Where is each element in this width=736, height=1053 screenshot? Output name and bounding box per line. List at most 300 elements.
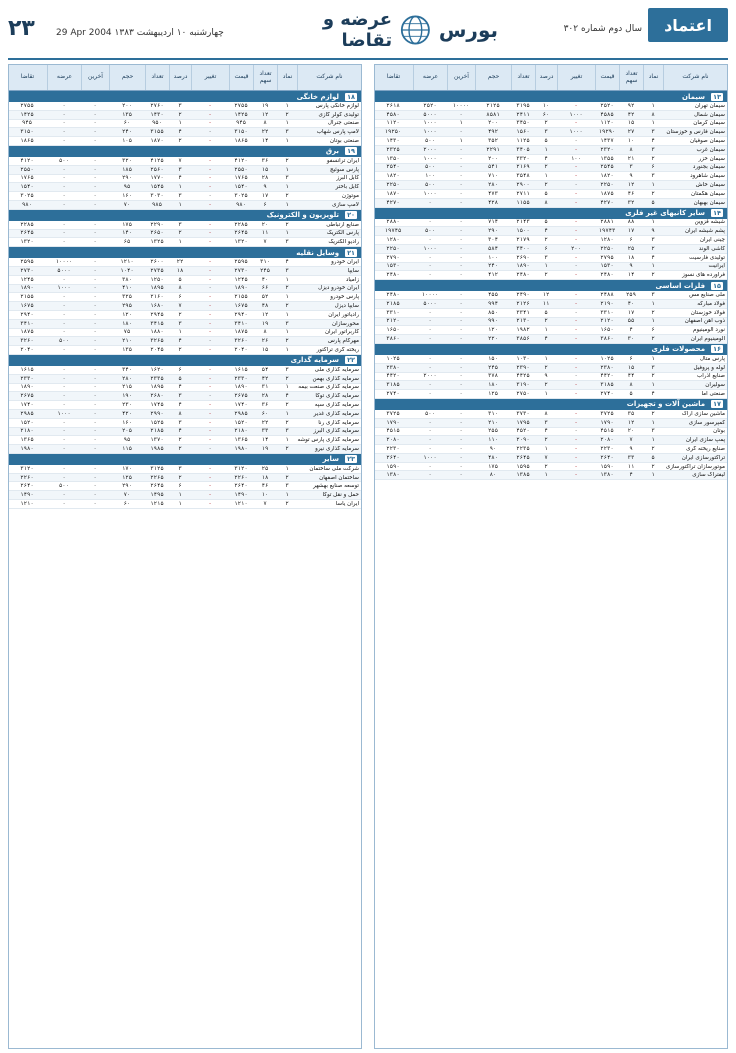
table-cell: ۰ xyxy=(459,164,463,171)
table-cell: - xyxy=(574,173,578,180)
table-cell: ۲۴۰ xyxy=(121,129,133,136)
table-cell: ۳۲۶۰ xyxy=(234,338,248,345)
table-cell: ۲۰۰ xyxy=(121,102,133,109)
table-cell: ۱۰۰۰۰ xyxy=(55,259,73,266)
table-cell: ۲ xyxy=(285,193,289,200)
table-cell: ۲۸ xyxy=(261,393,269,400)
table-cell: ۱۳۵ xyxy=(121,111,133,118)
table-cell: ۹ xyxy=(629,445,633,452)
title-sub: عرضه و تقاضا xyxy=(322,9,393,51)
table-cell: ۹۴۵ xyxy=(21,120,33,127)
table-cell: ۰ xyxy=(93,102,97,109)
table-cell: ۳۲۰ xyxy=(121,157,133,164)
table-cell: - xyxy=(574,164,578,171)
table-row xyxy=(9,111,361,120)
table-cell: ۲۲ xyxy=(261,419,269,426)
table-cell: ۰ xyxy=(428,437,432,444)
table-cell: ۲۳۹۰ xyxy=(516,364,530,371)
sector-title: وسایل نقلیه xyxy=(296,248,340,257)
table-cell: ۰ xyxy=(62,230,66,237)
table-cell: ۰ xyxy=(428,382,432,389)
table-cell: ۲۱۲۶ xyxy=(516,300,530,307)
table-cell: ۲۵۲۰ xyxy=(423,102,437,109)
table-cell: ۱ xyxy=(285,276,289,283)
column-header: قیمت xyxy=(229,65,253,90)
date-line xyxy=(56,28,224,38)
table-cell: ۲۵۹۵ xyxy=(20,259,34,266)
table-cell: ۰ xyxy=(93,329,97,336)
table-cell: ۳۴۱۰ xyxy=(234,320,248,327)
table-cell: ۱۵۰ xyxy=(487,355,499,362)
company-name: سرمایه گذاری ملی xyxy=(314,366,359,373)
table-cell: ۳ xyxy=(285,239,289,246)
table-cell: ۱ xyxy=(651,472,655,479)
table-cell: - xyxy=(574,292,578,299)
table-cell: ۱۷ xyxy=(627,309,635,316)
table-cell: ۲۲۵۰ xyxy=(386,245,400,252)
table-cell: ۰ xyxy=(93,366,97,373)
table-cell: ۰ xyxy=(428,199,432,206)
table-cell: ۱۳۵۵ xyxy=(600,155,614,162)
table-row xyxy=(9,337,361,346)
table-cell: ۰ xyxy=(459,219,463,226)
table-cell: ۰ xyxy=(459,245,463,252)
table-cell: ۱۲۰ xyxy=(487,327,499,334)
company-name: لامپ پارس شهاب xyxy=(316,129,359,136)
table-row xyxy=(9,258,361,267)
table-cell: ۴ xyxy=(178,129,182,136)
table-cell: ۳ xyxy=(651,237,655,244)
table-cell: ۲ xyxy=(651,245,655,252)
table-row xyxy=(9,436,361,445)
sector-title: لوازم خانگی xyxy=(296,92,340,101)
column-header: حجم xyxy=(475,65,511,90)
table-cell: ۲۲۰ xyxy=(487,336,499,343)
company-name: توسعه صنایع بهشهر xyxy=(313,483,359,490)
table-cell: ۵ xyxy=(544,219,548,226)
table-cell: ۱ xyxy=(544,173,548,180)
table-cell: ۲۵۵ xyxy=(487,428,499,435)
table-cell: ۸ xyxy=(263,120,267,127)
table-cell: ۲۵۹ xyxy=(625,292,637,299)
table-cell: - xyxy=(208,303,212,310)
table-cell: ۳۱۰ xyxy=(259,259,271,266)
table-cell: - xyxy=(208,201,212,208)
table-cell: ۱ xyxy=(544,391,548,397)
table-cell: ۰ xyxy=(459,445,463,452)
column-header: درصد xyxy=(169,65,191,90)
table-cell: - xyxy=(208,230,212,237)
table-cell: ۱ xyxy=(651,437,655,444)
column-header: تعداد سهم xyxy=(253,65,277,90)
table-cell: ۰ xyxy=(208,393,212,400)
table-cell: ۲۴۸۰ xyxy=(386,272,400,279)
table-cell: ۸ xyxy=(263,329,267,336)
table-cell: ۲ xyxy=(178,347,182,354)
table-cell: ۱۰۰۰ xyxy=(423,190,437,197)
table-cell: ۹۸۰ xyxy=(235,201,247,208)
table-cell: ۵۰۰ xyxy=(58,338,70,345)
table-cell: ۲۷۴۰ xyxy=(386,391,400,397)
sector-rows xyxy=(9,221,361,247)
table-cell: ۲۱۶۰ xyxy=(150,294,164,301)
table-cell: ۰ xyxy=(93,474,97,481)
table-cell: ۱۰۰ xyxy=(487,254,499,261)
table-cell: ۲ xyxy=(651,272,655,279)
table-cell: ۲۴۵ xyxy=(259,267,271,274)
table-cell: ۲ xyxy=(651,373,655,380)
table-row xyxy=(9,201,361,210)
table-row xyxy=(9,230,361,239)
table-cell: ۲۶۴۵ xyxy=(20,230,34,237)
table-cell: ۱۰۲۵ xyxy=(600,355,614,362)
company-name: تولیدی کولر گازی xyxy=(318,111,359,118)
company-name: تولیدی فارسیت xyxy=(689,254,725,261)
table-cell: ۰ xyxy=(459,155,463,162)
table-cell: ۱۰۰۰ xyxy=(423,454,437,461)
table-cell: ۲۴۸۸ xyxy=(600,292,614,299)
table-cell: ۱۷۰ xyxy=(121,465,133,472)
table-cell: ۲۴۸۰ xyxy=(600,272,614,279)
table-cell: ۴۵۲۰ xyxy=(516,428,530,435)
table-row xyxy=(9,192,361,201)
table-cell: ۱ xyxy=(651,419,655,426)
table-cell: ۱۷۹۵ xyxy=(516,419,530,426)
table-cell: ۳۰ xyxy=(627,336,635,343)
table-cell: ۳۳۲۰ xyxy=(516,155,530,162)
table-row xyxy=(9,293,361,302)
table-cell: ۱۴ xyxy=(261,138,269,145)
table-cell: ۳۸۰ xyxy=(121,276,133,283)
table-row xyxy=(9,175,361,184)
table-cell: ۰ xyxy=(93,375,97,382)
table-cell: ۱ xyxy=(285,201,289,208)
table-cell: ۶ xyxy=(178,366,182,373)
table-cell: ۰ xyxy=(428,263,432,270)
table-row xyxy=(9,410,361,419)
column-header: نماد xyxy=(277,65,297,90)
sector-number: ۱۵ xyxy=(713,281,721,290)
table-cell: ۲۰۸۰ xyxy=(600,437,614,444)
company-name: ایران خودرو دیزل xyxy=(318,285,359,292)
table-cell: ۲۲۹۰ xyxy=(150,221,164,228)
table-cell: ۰ xyxy=(459,182,463,189)
table-cell: ۳۱۸۵ xyxy=(600,382,614,389)
table-cell: ۱۵۴۰ xyxy=(234,184,248,191)
table-cell: ۵۰۰ xyxy=(424,228,436,235)
table-cell: ۲ xyxy=(285,500,289,507)
table-cell: ۰ xyxy=(62,347,66,354)
table-cell: ۱۷۶۵ xyxy=(234,175,248,182)
company-name: ایرانیت xyxy=(708,263,725,270)
table-cell: ۱ xyxy=(178,492,182,499)
table-cell: ۱۰۰۰ xyxy=(423,120,437,127)
table-cell: ۳۵۲ xyxy=(487,138,499,145)
company-name: صنایع ریخته گری xyxy=(686,445,725,452)
company-name: تراکتورسازی ایران xyxy=(681,454,725,461)
table-cell: ۲ xyxy=(285,111,289,118)
table-cell: ۳۸۵۶ xyxy=(516,336,530,343)
table-cell: ۳۱۲۵ xyxy=(150,465,164,472)
table-cell: ۳۸۶۰ xyxy=(600,336,614,343)
table-cell: ۰ xyxy=(459,336,463,343)
table-cell: ۱۵۶۰ xyxy=(516,129,530,136)
table-cell: - xyxy=(208,375,212,382)
table-cell: ۰ xyxy=(93,276,97,283)
table-cell: ۲۲۵۰ xyxy=(600,182,614,189)
table-row xyxy=(375,155,727,164)
table-cell: ۶ xyxy=(629,355,633,362)
sector-rows xyxy=(9,157,361,210)
table-cell: - xyxy=(574,199,578,206)
table-cell: ۰ xyxy=(93,201,97,208)
table-cell: ۲ xyxy=(544,364,548,371)
table-cell: ۳ xyxy=(178,102,182,109)
table-cell: ۲۳۸۰ xyxy=(386,364,400,371)
table-row xyxy=(375,190,727,199)
table-cell: ۱ xyxy=(178,184,182,191)
table-row xyxy=(9,302,361,311)
table-cell: ۱۶۰ xyxy=(121,419,133,426)
table-row xyxy=(9,329,361,338)
table-cell: ۴ xyxy=(544,336,548,343)
table-cell: ۰ xyxy=(62,294,66,301)
table-cell: ۱۰ xyxy=(261,492,269,499)
issue-number: سال دوم شماره ۳۰۲ xyxy=(563,24,642,34)
table-cell: - xyxy=(208,366,212,373)
table-cell: ۳۶ xyxy=(261,402,269,408)
table-cell: ۲ xyxy=(285,402,289,408)
table-cell: ۰ xyxy=(62,276,66,283)
company-name: سیمان بجنورد xyxy=(692,164,725,171)
table-cell: ۴۶ xyxy=(627,190,635,197)
table-cell: ۱۰۲۵ xyxy=(386,355,400,362)
table-cell: ۲۶۸۰ xyxy=(150,393,164,400)
table-cell: ۱۷۴۵ xyxy=(150,402,164,408)
table-cell: ۳ xyxy=(285,320,289,327)
sector-title: فلزات اساسی xyxy=(655,281,706,290)
table-cell: ۹۸۰ xyxy=(21,201,33,208)
table-cell: - xyxy=(574,102,578,109)
table-cell: - xyxy=(208,419,212,426)
table-cell: ۱۷۷۰ xyxy=(150,175,164,182)
table-row xyxy=(9,465,361,474)
table-cell: ۱ xyxy=(544,472,548,479)
table-cell: ۱۵ xyxy=(261,166,269,173)
table-cell: ۰ xyxy=(428,391,432,397)
table-cell: ۲ xyxy=(285,419,289,426)
table-cell: ۱۱ xyxy=(542,300,550,307)
section-title xyxy=(278,8,498,52)
table-cell: ۲۱۲۵ xyxy=(486,102,500,109)
company-name: سرمایه گذاری توکا xyxy=(315,393,359,400)
company-name: کاربراتور ایران xyxy=(324,329,359,336)
table-cell: ۱۹۸۵ xyxy=(150,445,164,452)
table-cell: ۲ xyxy=(178,111,182,118)
table-row xyxy=(9,267,361,276)
table-cell: ۰ xyxy=(459,355,463,362)
table-cell: ۱ xyxy=(651,219,655,226)
table-row xyxy=(375,128,727,137)
table-cell: ۲۴۸۰ xyxy=(386,292,400,299)
table-cell: - xyxy=(574,219,578,226)
table-row xyxy=(375,164,727,173)
sector-title: ماشین آلات و تجهیزات xyxy=(626,400,706,409)
table-cell: - xyxy=(574,364,578,371)
company-name: زامیاد xyxy=(345,276,359,283)
table-cell: - xyxy=(208,157,212,164)
table-cell: ۰ xyxy=(428,327,432,334)
table-cell: ۱ xyxy=(285,329,289,336)
table-cell: ۱۳۵ xyxy=(121,347,133,354)
sector-number: ۱۸ xyxy=(347,92,355,101)
table-cell: ۲۹۰ xyxy=(121,175,133,182)
table-cell: ۰ xyxy=(62,500,66,507)
table-cell: ۱۹۲۹۰ xyxy=(598,129,616,136)
table-cell: - xyxy=(208,138,212,145)
company-name: سرمایه گذاری رنا xyxy=(318,419,359,426)
table-cell: ۳۱۹۵ xyxy=(516,102,530,109)
table-cell: ۰ xyxy=(62,375,66,382)
table-cell: ۹۰ xyxy=(489,445,497,452)
company-name: پارس سوئیچ xyxy=(329,166,359,173)
table-cell: ۰ xyxy=(62,138,66,145)
table-row xyxy=(375,199,727,208)
table-cell: ۰ xyxy=(459,300,463,307)
table-cell: ۱۲۱۰ xyxy=(120,259,134,266)
table-cell: ۵۰۰۰ xyxy=(423,111,437,118)
table-header xyxy=(375,65,727,91)
table-cell: ۲۱۷۹ xyxy=(516,237,530,244)
sector-number: ۱۴ xyxy=(713,209,721,218)
table-row xyxy=(9,311,361,320)
table-row xyxy=(375,364,727,373)
table-cell: ۸ xyxy=(629,382,633,389)
table-cell: ۴۰ xyxy=(261,276,269,283)
table-row xyxy=(375,428,727,437)
table-cell: ۲۶۴۰ xyxy=(386,454,400,461)
table-header xyxy=(9,65,361,91)
company-name: شرکت ملی ساختمان xyxy=(309,465,359,472)
table-row xyxy=(375,227,727,236)
table-cell: ۶۶ xyxy=(261,285,269,292)
table-cell: ۴۴۲۵ xyxy=(516,373,530,380)
table-cell: ۱۷ xyxy=(261,193,269,200)
table-cell: ۴۵۸۵ xyxy=(600,111,614,118)
table-cell: ۲۶۹۰ xyxy=(516,254,530,261)
table-cell: ۲ xyxy=(544,463,548,470)
date-fa: چهارشنبه ۱۰ اردیبهشت ۱۳۸۳ xyxy=(114,28,224,38)
table-cell: - xyxy=(208,384,212,391)
table-cell: ۱۵ xyxy=(627,120,635,127)
table-cell: - xyxy=(574,419,578,426)
table-cell: ۱۳۶۵ xyxy=(20,437,34,444)
table-cell: ۱۸۲۰ xyxy=(600,173,614,180)
table-cell: ۱ xyxy=(285,166,289,173)
table-cell: - xyxy=(208,428,212,435)
table-cell: ۰ xyxy=(62,166,66,173)
table-cell: ۷ xyxy=(178,157,182,164)
table-cell: ۸ xyxy=(544,199,548,206)
company-name: ماشین سازی اراک xyxy=(681,410,725,417)
table-cell: ۱ xyxy=(285,120,289,127)
table-cell: ۱۴۳۷ xyxy=(600,138,614,145)
table-cell: ۰ xyxy=(428,355,432,362)
table-cell: ۴۸ xyxy=(261,303,269,310)
table-cell: ۱۳۲۰ xyxy=(234,239,248,246)
table-row xyxy=(375,219,727,228)
table-cell: ۴ xyxy=(544,228,548,235)
table-cell: ۰ xyxy=(574,138,578,145)
table-cell: ۷۰ xyxy=(123,201,131,208)
table-cell: - xyxy=(208,259,212,266)
company-name: بوتان xyxy=(713,428,725,435)
table-cell: ۱۰۵ xyxy=(121,138,133,145)
table-cell: ۲۶۷۵ xyxy=(234,393,248,400)
table-cell: ۶۵ xyxy=(123,239,131,246)
table-cell: ۰ xyxy=(93,129,97,136)
table-cell: ۱۲۴۵ xyxy=(234,276,248,283)
table-cell: ۴۱۰ xyxy=(121,285,133,292)
column-header: درصد xyxy=(535,65,557,90)
table-cell: ۰ xyxy=(428,428,432,435)
table-row xyxy=(9,221,361,230)
table-cell: ۱۲۵ xyxy=(487,391,499,397)
table-cell: ۱۱۲۰ xyxy=(600,120,614,127)
table-cell: ۰ xyxy=(459,199,463,206)
table-cell: ۰ xyxy=(93,221,97,228)
table-cell: ۱۱ xyxy=(627,463,635,470)
company-name: فولاد مبارکه xyxy=(697,300,725,307)
table-cell: ۱ xyxy=(285,492,289,499)
table-row xyxy=(375,326,727,335)
table-row xyxy=(375,137,727,146)
table-cell: ۲۱۸۵ xyxy=(150,428,164,435)
sector-rows xyxy=(375,291,727,344)
table-cell: ۳ xyxy=(285,267,289,274)
sector-rows xyxy=(375,410,727,480)
table-cell: ۲۰۹۰ xyxy=(516,437,530,444)
column-header: حجم xyxy=(109,65,145,90)
table-cell: ۱۶۷۵ xyxy=(234,303,248,310)
table-cell: ۲۷۴۰ xyxy=(600,391,614,397)
company-name: سرمایه گذاری صنعت بیمه xyxy=(298,384,359,391)
table-cell: ۲ xyxy=(544,318,548,325)
column-header: تغییر xyxy=(191,65,229,90)
table-cell: ۰ xyxy=(62,366,66,373)
company-name: ساختمان اصفهان xyxy=(319,474,359,481)
table-cell: ۰ xyxy=(574,373,578,380)
table-cell: ۱۲۵۰ xyxy=(150,276,164,283)
table-cell: ۰ xyxy=(62,393,66,400)
table-row xyxy=(375,181,727,190)
table-cell: ۴ xyxy=(544,428,548,435)
table-row xyxy=(9,166,361,175)
table-cell: ۱ xyxy=(459,138,463,145)
table-cell: ۰ xyxy=(428,364,432,371)
table-row xyxy=(375,309,727,318)
table-cell: ۴ xyxy=(629,327,633,334)
table-cell: ۲ xyxy=(651,336,655,343)
table-cell: ۲ xyxy=(285,474,289,481)
table-cell: ۴ xyxy=(178,384,182,391)
table-cell: ۱۰۰۰۰ xyxy=(421,292,439,299)
table-cell: ۷ xyxy=(263,239,267,246)
table-row xyxy=(9,375,361,384)
table-cell: ۱۳۸۵ xyxy=(516,472,530,479)
table-cell: ۱۸۷۰ xyxy=(150,138,164,145)
sector-number: ۲۳ xyxy=(347,455,355,464)
